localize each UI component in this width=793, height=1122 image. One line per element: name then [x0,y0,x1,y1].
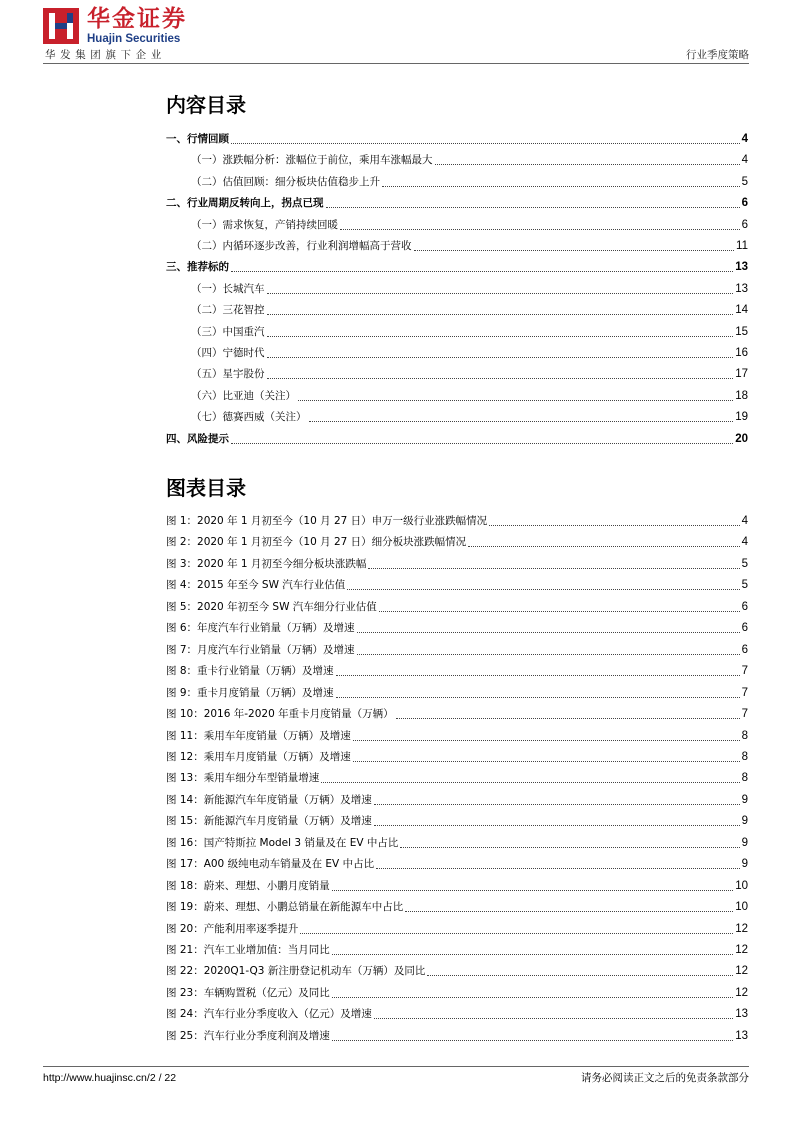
page-number: 9 [741,793,748,806]
figures-title: 图表目录 [166,476,246,500]
page-number: 12 [735,944,748,956]
footer-page-info: 2 / 22 [149,1072,177,1084]
page-number: 13 [735,1029,748,1042]
figure-entry-title: 图 25：汽车行业分季度利润及增速 [166,1029,330,1042]
page-number: 4 [741,515,748,527]
page-number: 5 [741,175,748,188]
toc-entry[interactable] [191,386,748,407]
page-number: 4 [741,133,748,145]
toc-entry-title: （二）三花智控 [191,304,265,317]
dot-leader [267,293,734,294]
toc-entry[interactable] [191,172,748,193]
page-number: 6 [741,218,748,231]
dot-leader [336,675,740,676]
company-name-cn: 华金证券 [87,6,187,32]
figure-entry[interactable] [166,897,748,918]
page-number: 17 [735,368,748,381]
dot-leader [396,718,740,719]
figure-entry-title: 图 23：车辆购置税（亿元）及同比 [166,986,330,999]
dot-leader [340,229,740,230]
figure-entry-title: 图 11：乘用车年度销量（万辆）及增速 [166,729,351,742]
figure-entry[interactable] [166,683,748,704]
dot-leader [332,954,734,955]
page-number: 6 [741,600,748,613]
dot-leader [332,997,734,998]
toc-entry[interactable] [191,343,748,364]
figure-entry[interactable] [166,1004,748,1025]
page-number: 13 [735,261,748,274]
dot-leader [376,868,740,869]
figure-entry-title: 图 12：乘用车月度销量（万辆）及增速 [166,750,351,763]
figure-entry[interactable] [166,640,748,661]
footer-left [43,1071,176,1085]
page-number: 4 [741,154,748,167]
dot-leader [353,740,740,741]
toc-entry-title: （四）宁德时代 [191,347,265,359]
dot-leader [300,933,733,934]
page-number: 19 [735,411,748,424]
page-number: 5 [741,579,748,592]
dot-leader [357,632,740,633]
toc-entry-title: （三）中国重汽 [191,325,265,338]
dot-leader [400,847,739,848]
page-number: 16 [735,347,748,359]
toc-entry[interactable] [166,193,748,214]
dot-leader [332,890,734,891]
company-name-en: Huajin Securities [87,33,181,45]
dot-leader [332,1040,734,1041]
figure-entry-title: 图 20：产能利用率逐季提升 [166,922,299,935]
figure-entry[interactable] [166,726,748,747]
page-number: 5 [741,557,748,570]
figure-entry-title: 图 21：汽车工业增加值：当月同比 [166,944,330,956]
dot-leader [336,697,740,698]
dot-leader [489,525,739,526]
toc-entry-title: （一）长城汽车 [191,282,265,295]
page-header [43,6,749,64]
figure-entry[interactable] [166,768,748,789]
dot-leader [309,421,734,422]
figure-entry[interactable] [166,790,748,811]
figure-entry-title: 图 13：乘用车细分车型销量增速 [166,772,320,785]
page-number: 8 [741,750,748,763]
dot-leader [374,1018,734,1019]
figure-entry-title: 图 1：2020 年 1 月初至今（10 月 27 日）申万一级行业涨跌幅情况 [166,515,488,527]
figure-entry[interactable] [166,833,748,854]
page-number: 12 [735,965,748,978]
figure-entry-title: 图 3：2020 年 1 月初至今细分板块涨跌幅 [166,557,367,570]
toc-entry[interactable] [191,300,748,321]
huajin-logo-icon [43,8,79,44]
toc-entry[interactable] [166,257,748,278]
page-number: 20 [735,432,748,445]
footer-disclaimer: 请务必阅读正文之后的免责条款部分 [581,1072,749,1084]
dot-leader [368,568,739,569]
page-number: 6 [741,643,748,656]
page-number: 9 [741,858,748,871]
dot-leader [326,207,740,208]
toc-entry-title: （一）涨跌幅分析：涨幅位于前位，乘用车涨幅最大 [191,154,433,167]
figure-entry[interactable] [166,532,748,553]
dot-leader [405,911,733,912]
figure-entry-title: 图 7：月度汽车行业销量（万辆）及增速 [166,643,355,656]
figure-entry-title: 图 9：重卡月度销量（万辆）及增速 [166,686,334,699]
figure-entry[interactable] [166,961,748,982]
dot-leader [353,761,740,762]
page-number: 15 [735,325,748,338]
group-tagline: 华发集团旗下企业 [45,49,166,61]
toc-entry[interactable] [166,129,748,150]
page-number: 14 [735,304,748,317]
dot-leader [321,782,739,783]
report-type: 行业季度策略 [686,49,749,61]
toc-entry[interactable] [191,364,748,385]
toc-entry-title: （七）德赛西威（关注） [191,411,307,424]
toc-entry-title: 一、行情回顾 [166,133,229,145]
page-number: 10 [735,901,748,914]
figure-entry[interactable] [166,940,748,961]
dot-leader [267,314,734,315]
page-number: 7 [741,686,748,699]
figure-entry[interactable] [166,618,748,639]
page-number: 7 [741,665,748,678]
figure-entry[interactable] [166,597,748,618]
figure-entry-title: 图 6：年度汽车行业销量（万辆）及增速 [166,622,355,635]
dot-leader [374,804,740,805]
page-number: 8 [741,772,748,785]
dot-leader [267,378,734,379]
footer-url[interactable]: http://www.huajinsc.cn/ [43,1072,150,1084]
figure-entry[interactable] [166,854,748,875]
figure-entry-title: 图 10：2016 年-2020 年重卡月度销量（万辆） [166,708,394,721]
toc-entry[interactable] [191,407,748,428]
page-number: 7 [741,708,748,721]
toc-entry-title: （一）需求恢复，产销持续回暖 [191,218,338,231]
page-number: 10 [735,879,748,892]
dot-leader [414,250,735,251]
dot-leader [231,443,733,444]
page-number: 9 [741,836,748,849]
footer-divider [43,1066,749,1067]
page-number: 11 [736,240,748,252]
dot-leader [231,143,740,144]
page-number: 6 [741,197,748,210]
figure-entry-title: 图 17：A00 级纯电动车销量及在 EV 中占比 [166,858,375,871]
dot-leader [427,975,733,976]
dot-leader [468,546,739,547]
dot-leader [267,336,734,337]
dot-leader [267,357,734,358]
dot-leader [382,186,740,187]
toc-entry-title: （五）星宇股份 [191,368,265,381]
toc-entry-title: 四、风险提示 [166,432,229,445]
figure-entry[interactable] [166,554,748,575]
figure-entry-title: 图 8：重卡行业销量（万辆）及增速 [166,665,334,678]
page-number: 6 [741,622,748,635]
page-number: 13 [735,282,748,295]
figure-entry[interactable] [166,983,748,1004]
figure-entry-title: 图 22：2020Q1-Q3 新注册登记机动车（万辆）及同比 [166,965,426,978]
figure-entry[interactable] [166,704,748,725]
toc-entry[interactable] [191,236,748,257]
page-number: 4 [741,536,748,549]
dot-leader [374,825,740,826]
figure-entry-title: 图 18：蔚来、理想、小鹏月度销量 [166,879,330,892]
figure-entry-title: 图 5：2020 年初至今 SW 汽车细分行业估值 [166,600,377,613]
toc-entry-title: （二）估值回顾：细分板块估值稳步上升 [191,175,380,188]
figure-entry[interactable] [166,747,748,768]
toc-entry-title: 二、行业周期反转向上，拐点已现 [166,197,324,210]
figure-entry-title: 图 24：汽车行业分季度收入（亿元）及增速 [166,1008,372,1021]
figure-entry-title: 图 15：新能源汽车月度销量（万辆）及增速 [166,815,372,828]
header-divider [43,63,749,64]
figure-entry-title: 图 19：蔚来、理想、小鹏总销量在新能源车中占比 [166,901,404,914]
toc-entry[interactable] [166,429,748,450]
dot-leader [379,611,740,612]
figure-entry-title: 图 14：新能源汽车年度销量（万辆）及增速 [166,793,372,806]
figure-entry[interactable] [166,919,748,940]
figure-entry-title: 图 4：2015 年至今 SW 汽车行业估值 [166,579,346,592]
dot-leader [298,400,733,401]
toc-entry-title: 三、推荐标的 [166,261,229,274]
toc-entry-title: （二）内循环逐步改善，行业利润增幅高于营收 [191,240,412,252]
page-number: 13 [735,1008,748,1021]
figure-entry[interactable] [166,661,748,682]
page-number: 9 [741,815,748,828]
toc-entry[interactable] [191,150,748,171]
toc-entry[interactable] [191,279,748,300]
figure-entry[interactable] [166,511,748,532]
figure-entry-title: 图 2：2020 年 1 月初至今（10 月 27 日）细分板块涨跌幅情况 [166,536,467,549]
figure-entry-title: 图 16：国产特斯拉 Model 3 销量及在 EV 中占比 [166,836,399,849]
contents-title: 内容目录 [166,93,246,117]
figure-entry[interactable] [166,1026,748,1047]
dot-leader [435,164,740,165]
dot-leader [347,589,739,590]
page-number: 12 [735,922,748,935]
page-number: 18 [735,389,748,402]
page-number: 8 [741,729,748,742]
figure-entry[interactable] [166,575,748,596]
figure-entry[interactable] [166,876,748,897]
dot-leader [357,654,740,655]
toc-entry[interactable] [191,322,748,343]
dot-leader [231,271,733,272]
page-number: 12 [735,986,748,999]
toc-entry-title: （六）比亚迪（关注） [191,389,296,402]
toc-entry[interactable] [191,215,748,236]
figure-entry[interactable] [166,811,748,832]
